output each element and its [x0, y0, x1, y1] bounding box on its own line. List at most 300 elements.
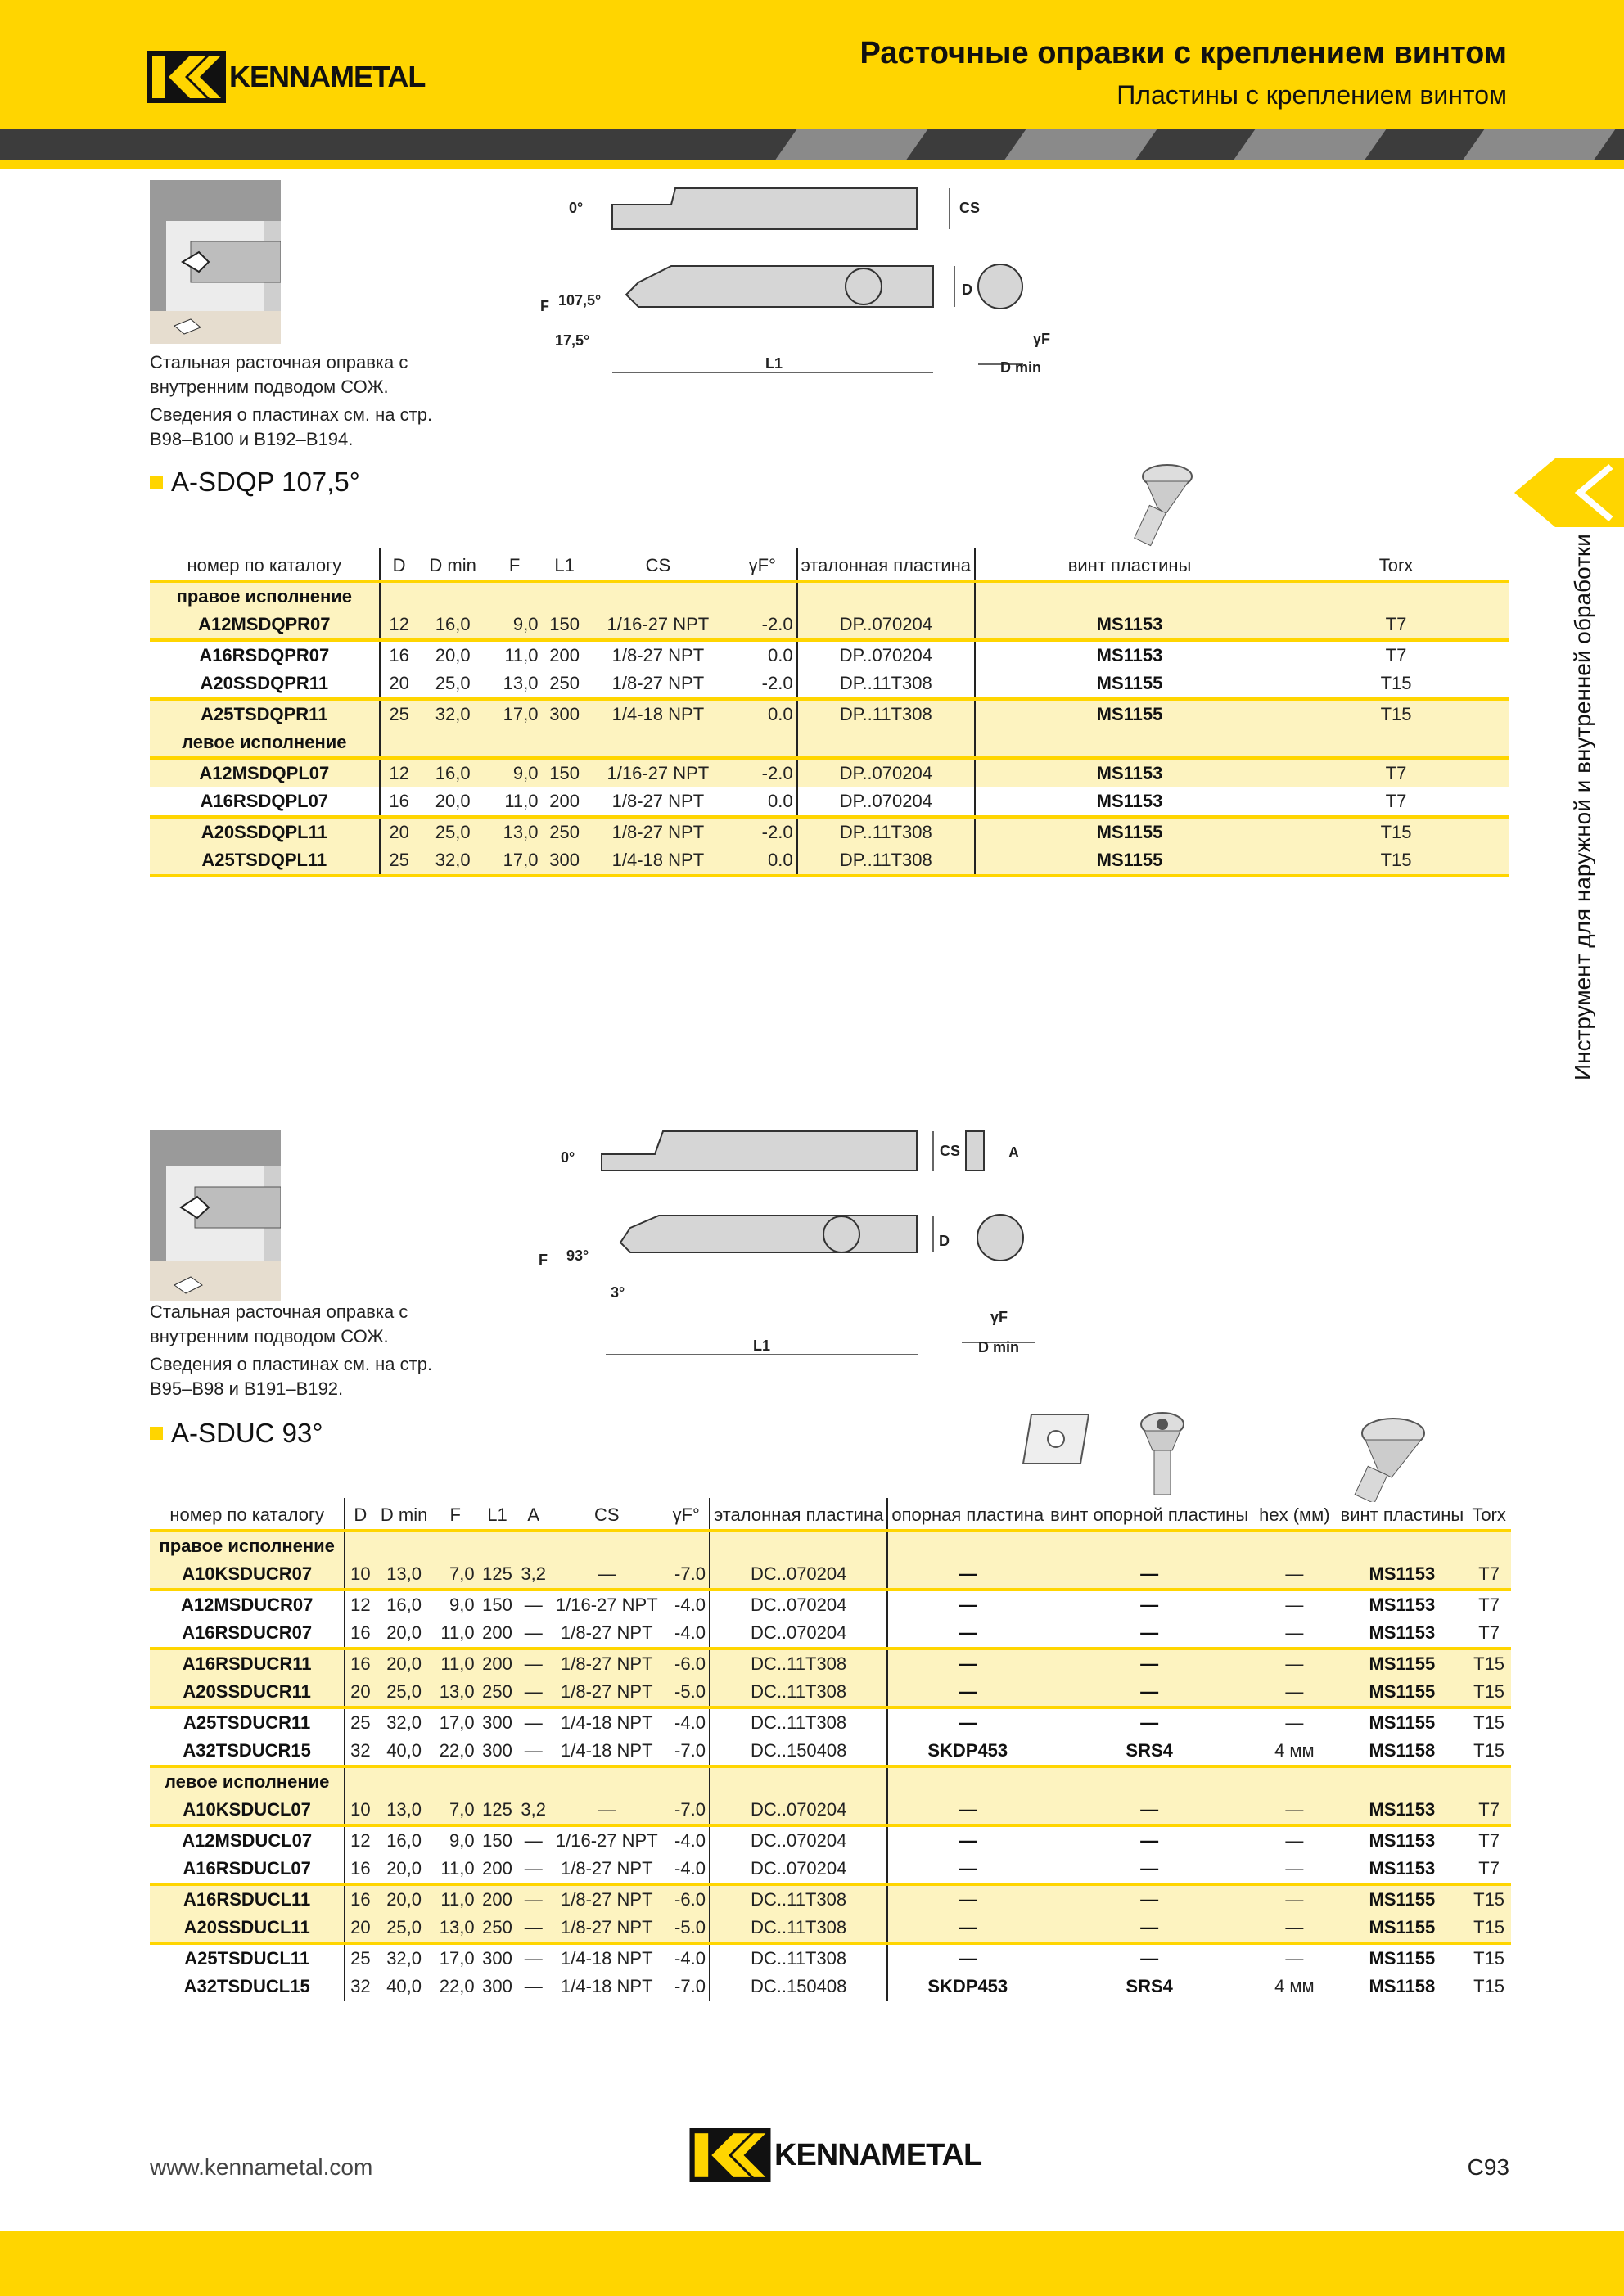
- cell-gamma-f: -2.0: [729, 758, 797, 787]
- table-row: [150, 1855, 1511, 1884]
- s1-label-cs: CS: [959, 200, 981, 216]
- cell-shim: —: [959, 1948, 977, 1969]
- empty-cell: [1252, 1531, 1337, 1560]
- cell-l1: 200: [549, 791, 580, 811]
- cell-insert-screw: MS1155: [1369, 1948, 1436, 1969]
- table-row: [150, 787, 1509, 817]
- group-label: левое исполнение: [150, 1766, 345, 1796]
- cell-shim: —: [887, 1560, 1047, 1590]
- cell-cs: 1/4-18 NPT: [561, 1948, 653, 1969]
- cell-shim-screw: —: [1047, 1649, 1252, 1678]
- table-row: [150, 1590, 1511, 1619]
- empty-cell: [433, 1766, 478, 1796]
- cell-d: 20: [389, 673, 409, 693]
- cell-l1: 250: [549, 673, 580, 693]
- cell-insert-screw: MS1155: [1369, 1712, 1436, 1733]
- cell-insert-screw: MS1153: [1338, 1796, 1468, 1825]
- insert-screw-icon: [1128, 458, 1193, 548]
- empty-cell: [478, 1531, 517, 1560]
- boring-bar-application-icon-2: [150, 1130, 281, 1301]
- cell-hex: —: [1252, 1914, 1337, 1943]
- cell-d-min: 32,0: [418, 846, 488, 876]
- cell-f: 13,0: [488, 817, 542, 846]
- cell-a: —: [524, 1740, 543, 1761]
- column-header: hex (мм): [1259, 1504, 1330, 1525]
- column-header: Torx: [1378, 555, 1414, 575]
- cell-torx: T7: [1385, 645, 1407, 665]
- cell-ref-insert: DP..070204: [797, 787, 975, 817]
- cell-gamma-f: 0.0: [729, 846, 797, 876]
- cell-d-min: 20,0: [375, 1884, 433, 1914]
- column-header: винт опорной пластины: [1050, 1504, 1249, 1525]
- section1-tool-drawing: [532, 172, 1072, 385]
- cell-f: 22,0: [439, 1976, 475, 1996]
- cell-shim-screw: —: [1140, 1858, 1159, 1879]
- empty-cell: [797, 728, 975, 758]
- cell-ref-insert: DP..11T308: [797, 846, 975, 876]
- cell-catalog-number: A16RSDUCR07: [150, 1619, 345, 1649]
- cell-ref-insert: DC..150408: [710, 1973, 887, 2001]
- cell-catalog-number: A32TSDUCL15: [150, 1973, 345, 2001]
- cell-d: 16: [345, 1649, 375, 1678]
- column-header: номер по каталогу: [150, 548, 380, 581]
- cell-catalog-number: A12MSDQPL07: [150, 758, 380, 787]
- cell-l1: 300: [482, 1712, 512, 1733]
- empty-cell: [710, 1531, 887, 1560]
- table-row: [150, 1884, 1511, 1914]
- cell-shim-screw: —: [1140, 1948, 1159, 1969]
- empty-cell: [588, 581, 729, 611]
- cell-gamma-f: -7.0: [664, 1796, 710, 1825]
- cell-cs: 1/16-27 NPT: [555, 1830, 658, 1851]
- cell-l1: 150: [482, 1830, 512, 1851]
- empty-cell: [664, 1766, 710, 1796]
- column-header: F: [508, 555, 521, 575]
- cell-f: 13,0: [433, 1914, 478, 1943]
- cell-catalog-number: A25TSDQPR11: [150, 699, 380, 728]
- empty-cell: [1252, 1766, 1337, 1796]
- table-row: [150, 640, 1509, 670]
- cell-d-min: 20,0: [386, 1858, 422, 1879]
- cell-ref-insert: DC..070204: [710, 1796, 887, 1825]
- cell-f: 7,0: [433, 1560, 478, 1590]
- section1-title: A-SDQP 107,5°: [150, 467, 360, 498]
- empty-cell: [1338, 1531, 1468, 1560]
- cell-torx: T7: [1385, 791, 1407, 811]
- cell-ref-insert: DC..11T308: [710, 1943, 887, 1973]
- cell-a: 3,2: [517, 1796, 550, 1825]
- cell-shim: —: [887, 1796, 1047, 1825]
- cell-d-min: 16,0: [418, 611, 488, 640]
- cell-d-min: 20,0: [435, 645, 471, 665]
- cell-l1: 125: [478, 1796, 517, 1825]
- cell-torx: T15: [1473, 1740, 1505, 1761]
- cell-gamma-f: -4.0: [664, 1707, 710, 1737]
- empty-cell: [517, 1766, 550, 1796]
- cell-d: 12: [350, 1830, 371, 1851]
- cell-d: 16: [389, 791, 409, 811]
- cell-torx: T15: [1467, 1678, 1511, 1707]
- cell-cs: 1/8-27 NPT: [611, 791, 705, 811]
- table-header-row: [150, 548, 1509, 581]
- cell-catalog-number: A32TSDUCR15: [150, 1737, 345, 1766]
- cell-gamma-f: -7.0: [664, 1560, 710, 1590]
- cell-insert-screw: MS1155: [975, 817, 1283, 846]
- cell-cs: 1/16-27 NPT: [588, 758, 729, 787]
- s1-label-17: 17,5°: [555, 332, 590, 349]
- cell-l1: 300: [542, 699, 588, 728]
- cell-torx: T15: [1467, 1884, 1511, 1914]
- cell-cs: 1/16-27 NPT: [555, 1595, 658, 1615]
- cell-cs: 1/4-18 NPT: [588, 846, 729, 876]
- cell-f: 7,0: [433, 1796, 478, 1825]
- footer-url[interactable]: www.kennametal.com: [150, 2154, 373, 2180]
- cell-f: 17,0: [439, 1712, 475, 1733]
- empty-cell: [588, 728, 729, 758]
- empty-cell: [975, 581, 1283, 611]
- section2-tool-drawing: [532, 1121, 1056, 1367]
- column-header: γF°: [729, 548, 797, 581]
- table-row: [150, 1914, 1511, 1943]
- cell-d-min: 20,0: [435, 791, 471, 811]
- table-row: [150, 699, 1509, 728]
- table-row: [150, 758, 1509, 787]
- cell-gamma-f: -4.0: [664, 1943, 710, 1973]
- cell-a: —: [517, 1914, 550, 1943]
- cell-hex: —: [1285, 1622, 1304, 1643]
- cell-insert-screw: MS1153: [1338, 1560, 1468, 1590]
- footer-band: [0, 2231, 1624, 2296]
- cell-shim-screw: —: [1140, 1712, 1159, 1733]
- column-header: номер по каталогу: [150, 1498, 345, 1531]
- cell-torx: T15: [1283, 846, 1509, 876]
- cell-d-min: 16,0: [386, 1830, 422, 1851]
- page-number: C93: [1467, 2154, 1509, 2180]
- cell-f: 11,0: [433, 1649, 478, 1678]
- empty-cell: [345, 1766, 375, 1796]
- cell-d: 12: [380, 758, 418, 787]
- cell-hex: 4 мм: [1274, 1740, 1315, 1761]
- cell-d-min: 25,0: [375, 1914, 433, 1943]
- boring-bar-application-icon: [150, 180, 281, 344]
- shim-icon: [1015, 1406, 1097, 1472]
- empty-cell: [1467, 1531, 1511, 1560]
- cell-torx: T15: [1283, 817, 1509, 846]
- table-row: [150, 1825, 1511, 1855]
- cell-insert-screw: MS1155: [1338, 1678, 1468, 1707]
- cell-d: 25: [380, 846, 418, 876]
- cell-d-min: 16,0: [386, 1595, 422, 1615]
- cell-gamma-f: 0.0: [729, 699, 797, 728]
- empty-cell: [1467, 1766, 1511, 1796]
- s2-label-cs: CS: [940, 1143, 961, 1159]
- empty-cell: [418, 728, 488, 758]
- cell-d-min: 20,0: [375, 1649, 433, 1678]
- cell-insert-screw: MS1153: [1096, 645, 1163, 665]
- column-header: Torx: [1472, 1504, 1506, 1525]
- cell-l1: 300: [482, 1740, 512, 1761]
- shim-screw-icon: [1138, 1410, 1187, 1500]
- cell-shim-screw: —: [1140, 1622, 1159, 1643]
- cell-cs: 1/8-27 NPT: [550, 1914, 663, 1943]
- cell-cs: 1/8-27 NPT: [561, 1858, 653, 1879]
- cell-d: 20: [345, 1914, 375, 1943]
- cell-shim-screw: —: [1047, 1560, 1252, 1590]
- kennametal-k-icon: [689, 2128, 771, 2182]
- group-label-row: [150, 728, 1509, 758]
- cell-d: 25: [380, 699, 418, 728]
- cell-a: —: [524, 1595, 543, 1615]
- cell-d-min: 40,0: [386, 1976, 422, 1996]
- page-subtitle: Пластины с креплением винтом: [1116, 80, 1507, 110]
- cell-cs: 1/8-27 NPT: [550, 1884, 663, 1914]
- cell-f: 13,0: [433, 1678, 478, 1707]
- section1-caption-2: Сведения о пластинах см. на стр. B98–B100 и B192–B194.: [150, 404, 433, 449]
- column-header: F: [449, 1504, 461, 1525]
- cell-hex: —: [1252, 1796, 1337, 1825]
- table-row: [150, 670, 1509, 699]
- cell-f: 17,0: [488, 846, 542, 876]
- cell-gamma-f: -4.0: [664, 1590, 710, 1619]
- cell-l1: 300: [542, 846, 588, 876]
- cell-catalog-number: A20SSDUCR11: [150, 1678, 345, 1707]
- empty-cell: [433, 1531, 478, 1560]
- cell-torx: T15: [1467, 1649, 1511, 1678]
- cell-a: —: [524, 1948, 543, 1969]
- cell-gamma-f: -4.0: [664, 1855, 710, 1884]
- cell-insert-screw: MS1153: [975, 758, 1283, 787]
- cell-shim-screw: SRS4: [1126, 1976, 1173, 1996]
- cell-d: 12: [350, 1595, 371, 1615]
- cell-d-min: 25,0: [435, 673, 471, 693]
- cell-hex: —: [1285, 1712, 1304, 1733]
- column-header: A: [527, 1504, 540, 1525]
- cell-insert-screw: MS1158: [1369, 1976, 1436, 1996]
- cell-torx: T7: [1467, 1560, 1511, 1590]
- cell-d: 25: [350, 1712, 371, 1733]
- table-row: [150, 1619, 1511, 1649]
- header-brand-text: KENNAMETAL: [229, 60, 426, 93]
- cell-catalog-number: A20SSDQPL11: [150, 817, 380, 846]
- cell-f: 11,0: [433, 1884, 478, 1914]
- header-logo[interactable]: [147, 51, 425, 103]
- cell-d-min: 20,0: [386, 1622, 422, 1643]
- cell-f: 9,0: [449, 1595, 475, 1615]
- column-header: D min: [429, 555, 476, 575]
- table-row: [150, 1560, 1511, 1590]
- cell-gamma-f: 0.0: [729, 787, 797, 817]
- cell-d-min: 32,0: [418, 699, 488, 728]
- cell-cs: 1/8-27 NPT: [611, 645, 705, 665]
- title-bullet-icon: [150, 476, 163, 489]
- empty-cell: [1338, 1766, 1468, 1796]
- cell-f: 11,0: [504, 791, 539, 811]
- cell-gamma-f: -5.0: [664, 1678, 710, 1707]
- cell-shim: SKDP453: [927, 1740, 1008, 1761]
- cell-torx: T15: [1380, 673, 1412, 693]
- cell-insert-screw: MS1153: [1369, 1858, 1436, 1879]
- cell-shim: —: [887, 1649, 1047, 1678]
- cell-catalog-number: A25TSDUCR11: [150, 1707, 345, 1737]
- cell-cs: 1/4-18 NPT: [561, 1712, 653, 1733]
- cell-d: 20: [345, 1678, 375, 1707]
- cell-a: 3,2: [517, 1560, 550, 1590]
- cell-gamma-f: -2.0: [729, 670, 797, 699]
- cell-d-min: 40,0: [386, 1740, 422, 1761]
- empty-cell: [1047, 1531, 1252, 1560]
- empty-cell: [550, 1531, 663, 1560]
- cell-l1: 200: [549, 645, 580, 665]
- s1-label-l1: L1: [765, 355, 783, 372]
- cell-shim: —: [959, 1622, 977, 1643]
- cell-gamma-f: -6.0: [664, 1649, 710, 1678]
- cell-cs: 1/4-18 NPT: [588, 699, 729, 728]
- group-label: правое исполнение: [150, 1531, 345, 1560]
- cell-gamma-f: -2.0: [729, 611, 797, 640]
- cell-cs: 1/4-18 NPT: [561, 1976, 653, 1996]
- cell-insert-screw: MS1155: [1096, 673, 1163, 693]
- cell-ref-insert: DC..070204: [710, 1825, 887, 1855]
- s1-label-0deg: 0°: [569, 200, 584, 216]
- section2-caption-2: Сведения о пластинах см. на стр. B95–B98 и B191–B192.: [150, 1354, 433, 1399]
- cell-shim: —: [959, 1830, 977, 1851]
- s2-label-3: 3°: [611, 1284, 625, 1301]
- empty-cell: [542, 728, 588, 758]
- empty-cell: [710, 1766, 887, 1796]
- cell-ref-insert: DC..070204: [710, 1560, 887, 1590]
- cell-d: 10: [345, 1560, 375, 1590]
- title-bullet-icon: [150, 1427, 163, 1440]
- column-header: L1: [554, 555, 575, 575]
- s2-label-a: A: [1008, 1144, 1019, 1161]
- cell-ref-insert: DP..11T308: [797, 817, 975, 846]
- cell-insert-screw: MS1155: [1338, 1649, 1468, 1678]
- section1-caption-1: Стальная расточная оправка с внутренним подводом СОЖ.: [150, 352, 408, 397]
- cell-d-min: 25,0: [375, 1678, 433, 1707]
- cell-a: —: [524, 1712, 543, 1733]
- empty-cell: [797, 581, 975, 611]
- empty-cell: [345, 1531, 375, 1560]
- empty-cell: [418, 581, 488, 611]
- empty-cell: [887, 1531, 1047, 1560]
- cell-f: 9,0: [449, 1830, 475, 1851]
- cell-torx: T7: [1478, 1858, 1500, 1879]
- cell-gamma-f: 0.0: [729, 640, 797, 670]
- cell-shim-screw: —: [1047, 1796, 1252, 1825]
- empty-cell: [729, 581, 797, 611]
- cell-f: 9,0: [488, 611, 542, 640]
- cell-shim: —: [887, 1884, 1047, 1914]
- table-row: [150, 1973, 1511, 2001]
- cell-ref-insert: DP..070204: [797, 758, 975, 787]
- empty-cell: [664, 1531, 710, 1560]
- cell-l1: 150: [542, 611, 588, 640]
- cell-cs: 1/8-27 NPT: [561, 1622, 653, 1643]
- cell-insert-screw: MS1155: [1338, 1914, 1468, 1943]
- cell-ref-insert: DC..150408: [710, 1737, 887, 1766]
- cell-d: 32: [350, 1740, 371, 1761]
- cell-f: 17,0: [488, 699, 542, 728]
- cell-f: 13,0: [503, 673, 539, 693]
- cell-f: 11,0: [504, 645, 539, 665]
- cell-torx: T7: [1283, 758, 1509, 787]
- empty-cell: [488, 581, 542, 611]
- cell-l1: 250: [542, 817, 588, 846]
- cell-torx: T7: [1478, 1830, 1500, 1851]
- cell-f: 22,0: [439, 1740, 475, 1761]
- cell-a: —: [524, 1858, 543, 1879]
- cell-ref-insert: DC..070204: [710, 1619, 887, 1649]
- column-header: эталонная пластина: [797, 548, 975, 581]
- s2-label-gf: γF: [990, 1309, 1008, 1325]
- cell-l1: 200: [482, 1622, 512, 1643]
- cell-ref-insert: DC..11T308: [710, 1649, 887, 1678]
- s1-label-gf: γF: [1033, 331, 1051, 347]
- kennametal-k-icon: [147, 51, 226, 103]
- table-row: [150, 1796, 1511, 1825]
- cell-ref-insert: DP..070204: [797, 611, 975, 640]
- group-label: правое исполнение: [150, 581, 380, 611]
- cell-insert-screw: MS1153: [1369, 1595, 1436, 1615]
- empty-cell: [488, 728, 542, 758]
- cell-catalog-number: A12MSDQPR07: [150, 611, 380, 640]
- cell-cs: 1/8-27 NPT: [588, 817, 729, 846]
- cell-d-min: 13,0: [375, 1796, 433, 1825]
- cell-l1: 250: [478, 1914, 517, 1943]
- cell-torx: T15: [1473, 1948, 1505, 1969]
- table-row: [150, 1707, 1511, 1737]
- cell-catalog-number: A10KSDUCR07: [150, 1560, 345, 1590]
- insert-screw-icon-2: [1342, 1412, 1432, 1502]
- cell-a: —: [524, 1830, 543, 1851]
- cell-shim-screw: —: [1140, 1830, 1159, 1851]
- cell-hex: —: [1285, 1830, 1304, 1851]
- cell-l1: 150: [482, 1595, 512, 1615]
- cell-shim-screw: —: [1140, 1595, 1159, 1615]
- cell-l1: 300: [482, 1976, 512, 1996]
- cell-shim: —: [959, 1858, 977, 1879]
- s1-label-d: D: [962, 282, 972, 298]
- cell-ref-insert: DP..11T308: [797, 670, 975, 699]
- cell-f: 17,0: [439, 1948, 475, 1969]
- cell-hex: —: [1285, 1858, 1304, 1879]
- side-tab-label: Инструмент для наружной и внутренней обработки: [1570, 534, 1595, 1080]
- cell-hex: —: [1252, 1678, 1337, 1707]
- header-stripe: [0, 129, 1624, 160]
- cell-a: —: [517, 1884, 550, 1914]
- cell-ref-insert: DC..11T308: [710, 1707, 887, 1737]
- table-row: [150, 1943, 1511, 1973]
- group-label-row: [150, 1766, 1511, 1796]
- cell-torx: T7: [1478, 1622, 1500, 1643]
- cell-d: 25: [350, 1948, 371, 1969]
- cell-ref-insert: DC..070204: [710, 1855, 887, 1884]
- empty-cell: [375, 1531, 433, 1560]
- cell-a: —: [517, 1649, 550, 1678]
- cell-l1: 125: [478, 1560, 517, 1590]
- footer-logo[interactable]: [689, 2128, 981, 2182]
- cell-catalog-number: A20SSDUCL11: [150, 1914, 345, 1943]
- side-chevron-icon: [1514, 458, 1624, 527]
- empty-cell: [887, 1766, 1047, 1796]
- empty-cell: [1047, 1766, 1252, 1796]
- cell-f: 11,0: [440, 1622, 475, 1643]
- cell-catalog-number: A12MSDUCL07: [150, 1825, 345, 1855]
- empty-cell: [975, 728, 1283, 758]
- table-row: [150, 1649, 1511, 1678]
- table-row: [150, 846, 1509, 876]
- cell-torx: T7: [1478, 1595, 1500, 1615]
